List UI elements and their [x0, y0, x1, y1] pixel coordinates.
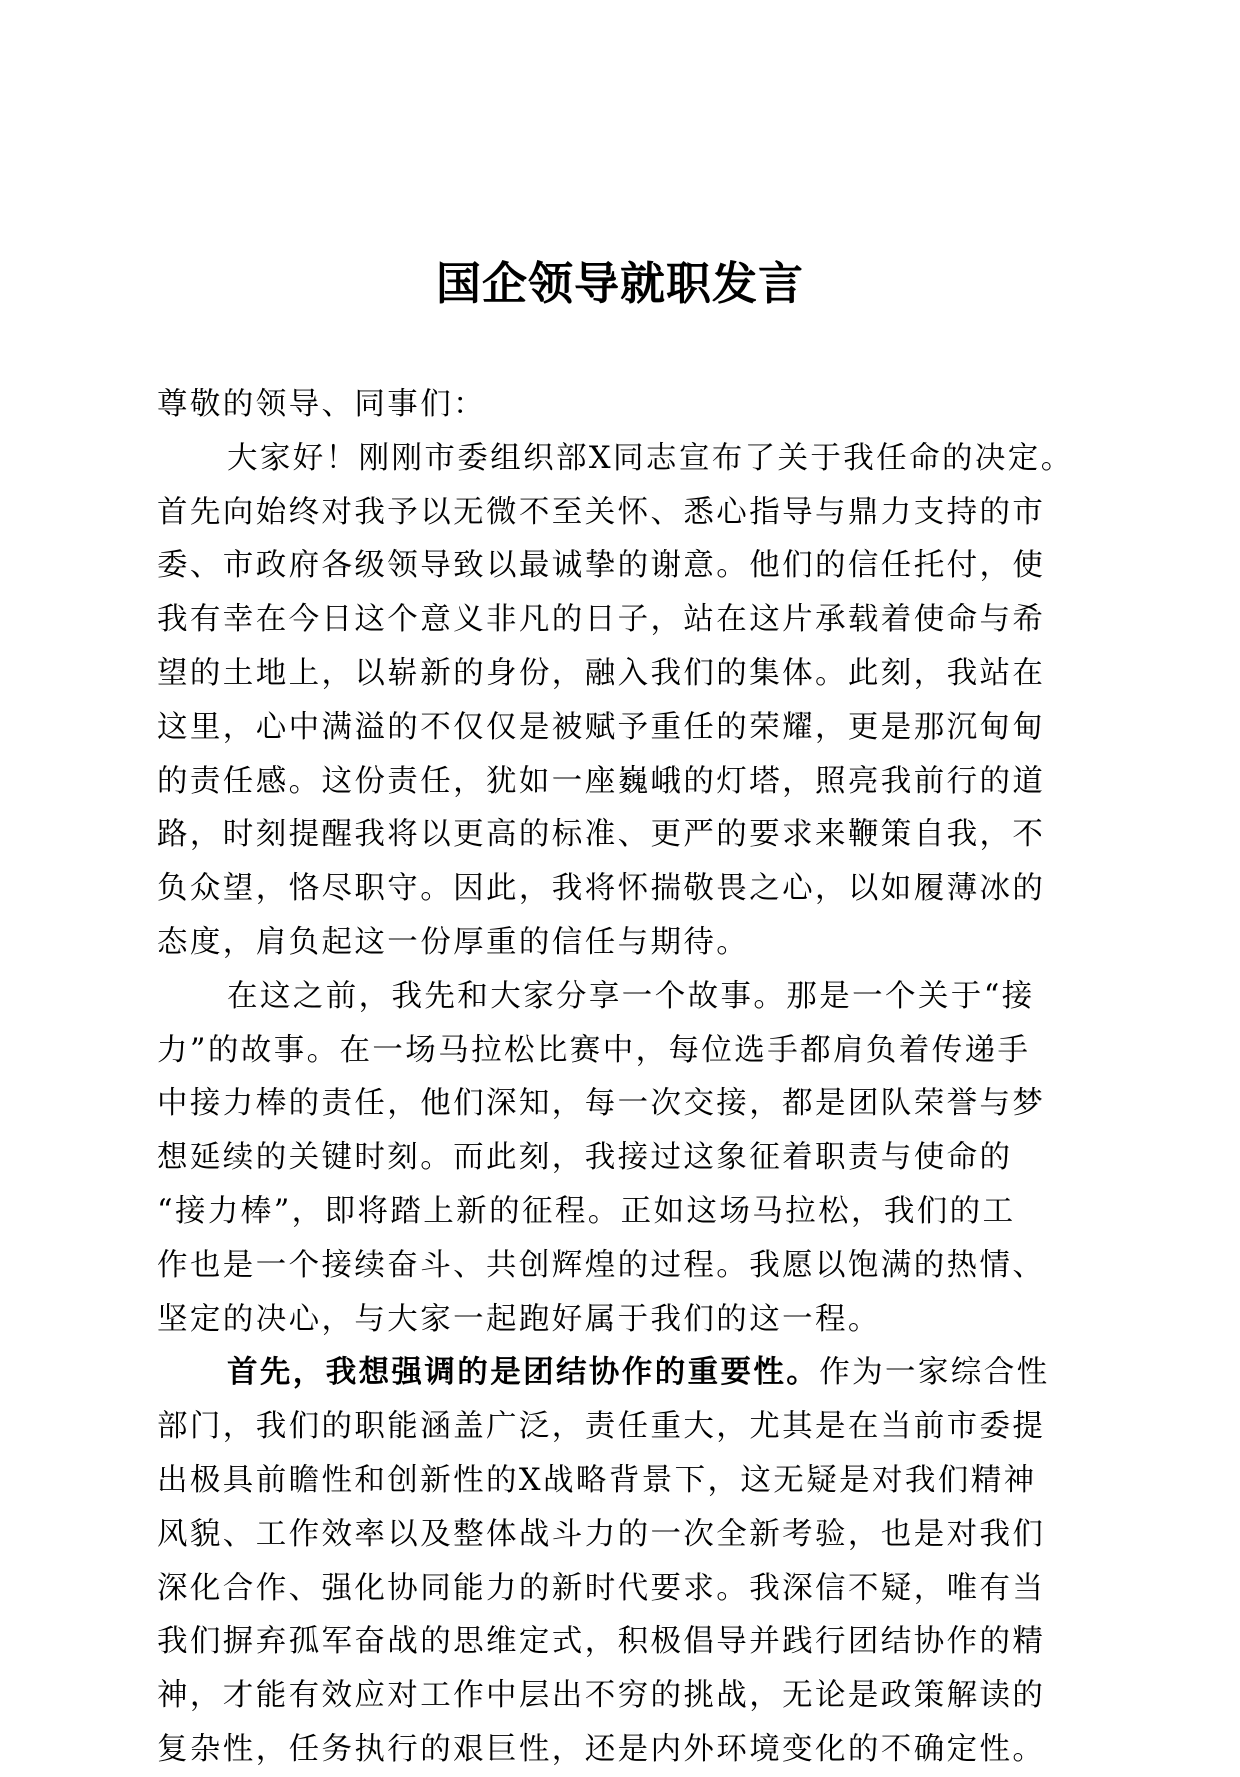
- text-line: [157, 1562, 1083, 1616]
- line-text: 尊敬的领导、同事们：: [157, 387, 486, 422]
- text-line: [157, 1508, 1083, 1562]
- line-text: 我们摒弃孤军奋战的思维定式，积极倡导并践行团结协作的精: [157, 1624, 1046, 1660]
- text-line: [157, 647, 1083, 701]
- text-line: [157, 970, 1083, 1024]
- text-line: [157, 1293, 1083, 1347]
- text-line: [157, 1185, 1083, 1239]
- line-text: 出极具前瞻性和创新性的X战略背景下，这无疑是对我们精神: [157, 1462, 1037, 1498]
- line-text: 我有幸在今日这个意义非凡的日子，站在这片承载着使命与希: [157, 602, 1046, 638]
- text-line: [157, 1024, 1083, 1078]
- line-text: 在这之前，我先和大家分享一个故事。那是一个关于“接: [227, 978, 1035, 1014]
- line-text: 作为一家综合性: [819, 1355, 1050, 1391]
- line-text: 望的土地上，以崭新的身份，融入我们的集体。此刻，我站在: [157, 655, 1046, 691]
- line-text: 作也是一个接续奋斗、共创辉煌的过程。我愿以饱满的热情、: [157, 1247, 1046, 1283]
- line-text: 力”的故事。在一场马拉松比赛中，每位选手都肩负着传递手: [157, 1032, 1031, 1068]
- text-line: [157, 432, 1083, 486]
- line-text: 首先向始终对我予以无微不至关怀、悉心指导与鼎力支持的市: [157, 494, 1046, 530]
- line-text: 深化合作、强化协同能力的新时代要求。我深信不疑，唯有当: [157, 1570, 1046, 1606]
- text-line: [157, 539, 1083, 593]
- line-text: 神，才能有效应对工作中层出不穷的挑战，无论是政策解读的: [157, 1678, 1046, 1714]
- bold-heading-text: 首先，我想强调的是团结协作的重要性。: [227, 1354, 820, 1391]
- page-title: 国企领导就职发言: [435, 257, 804, 310]
- text-line: [157, 486, 1083, 540]
- text-line: [157, 1669, 1083, 1723]
- line-text: 大家好！刚刚市委组织部X同志宣布了关于我任命的决定。: [227, 440, 1074, 476]
- line-text: 路，时刻提醒我将以更高的标准、更严的要求来鞭策自我，不: [157, 817, 1046, 853]
- line-text: 风貌、工作效率以及整体战斗力的一次全新考验，也是对我们: [157, 1516, 1046, 1552]
- line-text: 复杂性，任务执行的艰巨性，还是内外环境变化的不确定性。: [157, 1731, 1046, 1767]
- text-line: [157, 593, 1083, 647]
- line-text: “接力棒”，即将踏上新的征程。正如这场马拉松，我们的工: [157, 1193, 1016, 1229]
- speech-body: [157, 378, 1083, 1777]
- text-line: [157, 1400, 1083, 1454]
- line-text: 的责任感。这份责任，犹如一座巍峨的灯塔，照亮我前行的道: [157, 763, 1046, 799]
- text-line: [157, 755, 1083, 809]
- text-line: [157, 916, 1083, 970]
- text-line: [157, 1454, 1083, 1508]
- line-text: 态度，肩负起这一份厚重的信任与期待。: [157, 924, 750, 960]
- line-text: 这里，心中满溢的不仅仅是被赋予重任的荣耀，更是那沉甸甸: [157, 709, 1046, 745]
- text-line: [157, 1346, 1083, 1400]
- line-text: 坚定的决心，与大家一起跑好属于我们的这一程。: [157, 1301, 881, 1337]
- line-text: 负众望，恪尽职守。因此，我将怀揣敬畏之心，以如履薄冰的: [157, 871, 1046, 907]
- text-line: [157, 1615, 1083, 1669]
- text-line: [157, 862, 1083, 916]
- text-line: [157, 1131, 1083, 1185]
- text-line: [157, 1077, 1083, 1131]
- line-text: 想延续的关键时刻。而此刻，我接过这象征着职责与使命的: [157, 1140, 1013, 1176]
- line-text: 中接力棒的责任，他们深知，每一次交接，都是团队荣誉与梦: [157, 1086, 1046, 1122]
- line-text: 委、市政府各级领导致以最诚挚的谢意。他们的信任托付，使: [157, 548, 1046, 584]
- text-line: [157, 808, 1083, 862]
- text-line: [157, 1239, 1083, 1293]
- text-line: [157, 378, 1083, 432]
- line-text: 部门，我们的职能涵盖广泛，责任重大，尤其是在当前市委提: [157, 1409, 1046, 1445]
- text-line: [157, 701, 1083, 755]
- text-line: [157, 1723, 1083, 1777]
